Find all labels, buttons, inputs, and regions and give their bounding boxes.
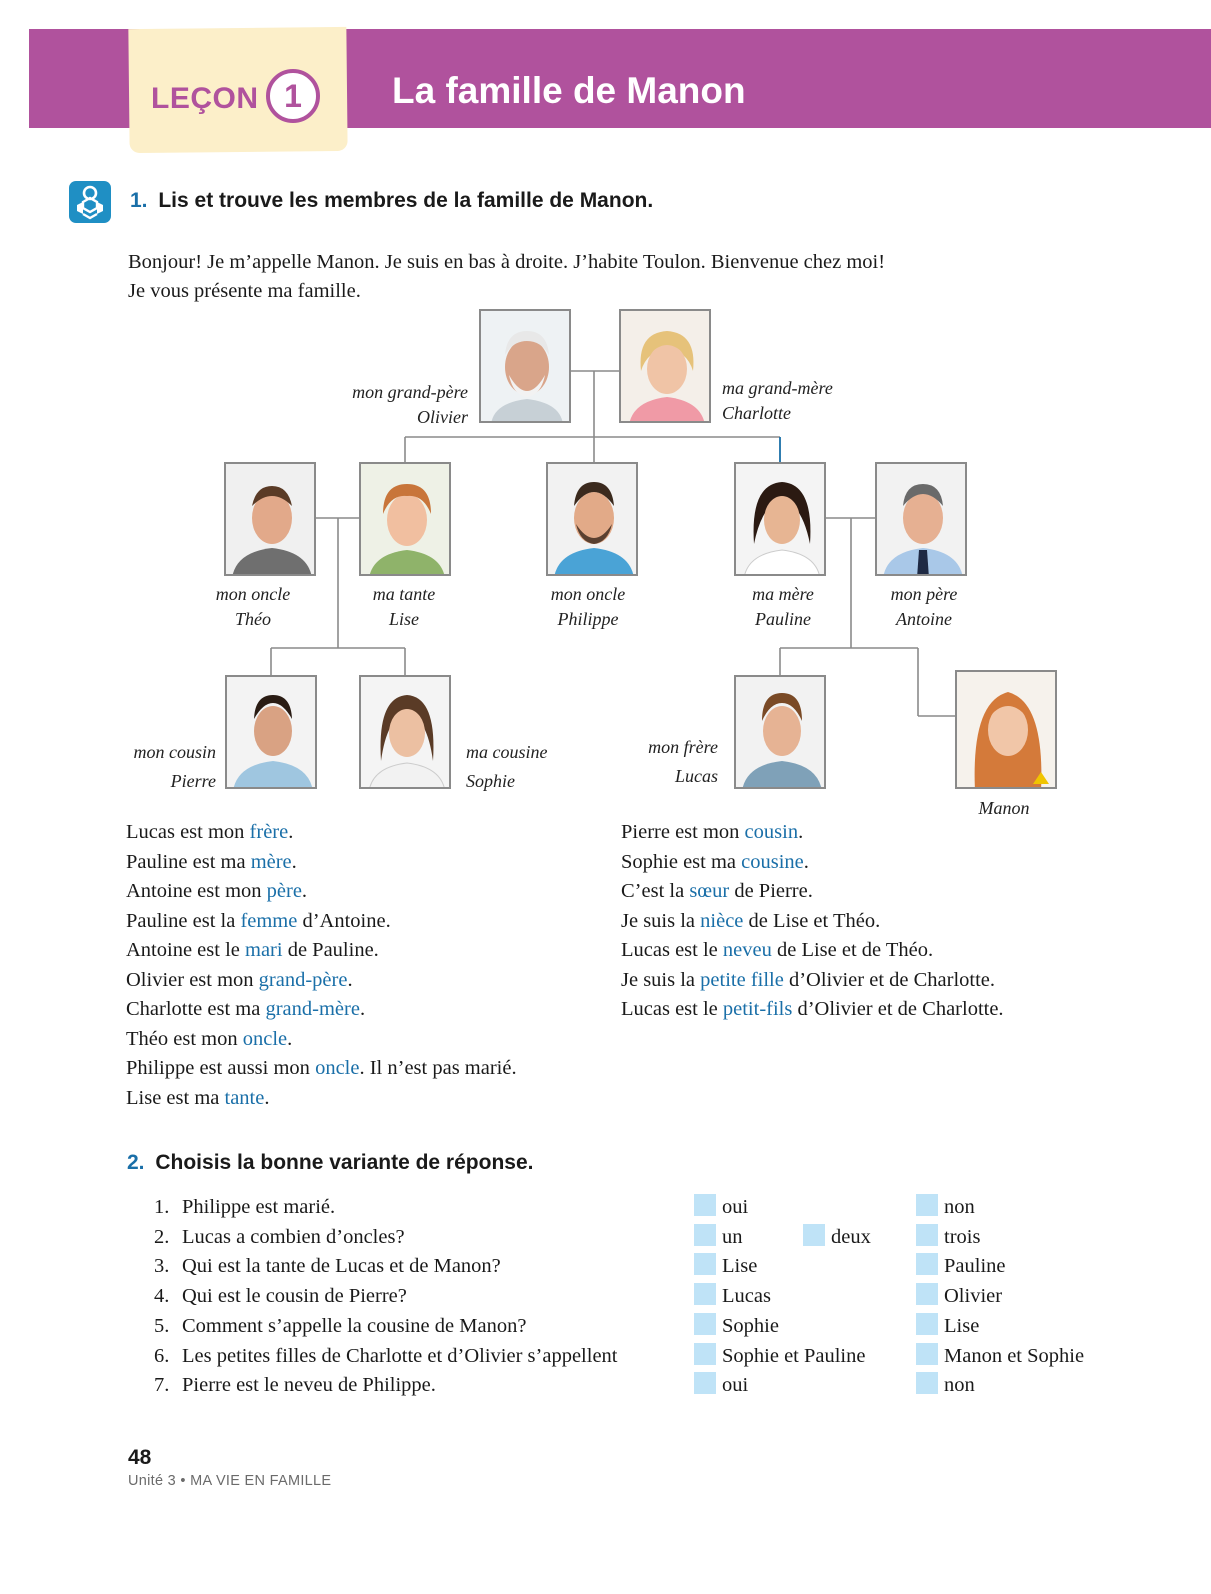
answer-checkbox[interactable] (694, 1283, 716, 1305)
question-number: 3. (154, 1255, 170, 1278)
sentence-text: de Pauline. (282, 939, 379, 961)
answer-option[interactable] (694, 1281, 771, 1311)
answer-checkbox[interactable] (694, 1224, 716, 1246)
sentence-line (126, 1054, 517, 1084)
sentence-text: Lucas est le (621, 939, 723, 961)
caption-lise (344, 582, 464, 632)
lesson-title: La famille de Manon (392, 70, 746, 111)
answer-checkbox[interactable] (694, 1343, 716, 1365)
sentence-text: de Lise et de Théo. (771, 939, 934, 961)
question (154, 1311, 526, 1341)
answer-checkbox[interactable] (803, 1224, 825, 1246)
sentence-line (621, 907, 880, 937)
caption-lucas (598, 735, 718, 789)
sentence-text: Lucas est le (621, 998, 723, 1020)
answer-option[interactable] (694, 1311, 779, 1341)
sentence-line (621, 877, 813, 907)
caption-role: mon grand-père (352, 382, 468, 402)
sentence-text: . Il n’est pas marié. (359, 1057, 517, 1079)
answer-checkbox[interactable] (916, 1224, 938, 1246)
sentence-text: . (301, 880, 308, 902)
family-word: tante (224, 1086, 265, 1109)
answer-option[interactable] (916, 1222, 980, 1252)
sentence-text: Je suis la (621, 909, 701, 932)
answer-checkbox[interactable] (694, 1253, 716, 1275)
family-word: femme (240, 909, 298, 932)
lesson-label: LEÇON (151, 82, 259, 115)
answer-option[interactable] (694, 1251, 757, 1281)
exercise-1-number: 1. (130, 189, 148, 212)
sentence-line (126, 1025, 292, 1055)
family-word: oncle (242, 1027, 288, 1050)
question-text: Philippe est marié. (182, 1196, 336, 1218)
caption-name: Pauline (755, 609, 811, 629)
question-number: 7. (154, 1374, 170, 1397)
family-word: grand-mère (265, 998, 360, 1020)
caption-pierre (96, 740, 216, 794)
sentence-text: . (287, 1027, 293, 1050)
caption-manon: Manon (978, 798, 1030, 818)
caption-role: mon oncle (215, 584, 291, 604)
photo-cousin-pierre (225, 675, 317, 789)
answer-option[interactable] (694, 1222, 743, 1252)
answer-checkbox[interactable] (916, 1313, 938, 1335)
answer-option[interactable] (916, 1251, 1006, 1281)
question (154, 1222, 405, 1252)
answer-checkbox[interactable] (916, 1194, 938, 1216)
answer-label: non (944, 1374, 975, 1397)
sentence-text: Philippe est aussi mon (126, 1057, 316, 1079)
sentence-text: de Pierre. (729, 880, 813, 902)
answer-checkbox[interactable] (694, 1194, 716, 1216)
photo-grandpa-olivier (479, 309, 571, 423)
sentence-text: Je suis la (621, 968, 701, 991)
caption-name: Lucas (674, 766, 718, 786)
sentence-text: Pierre est mon (621, 821, 745, 843)
sentence-line (621, 848, 809, 878)
sentence-text: . (803, 850, 809, 873)
answer-option[interactable] (694, 1370, 748, 1400)
caption-role: ma cousine (466, 742, 548, 762)
sentence-line (126, 936, 379, 966)
answer-label: Sophie (722, 1314, 779, 1337)
photo-manon (955, 670, 1057, 789)
sentence-line (126, 848, 297, 878)
family-word: mari (245, 939, 283, 961)
family-word: frère (249, 821, 289, 843)
answer-option[interactable] (916, 1311, 979, 1341)
answer-label: Lucas (722, 1285, 771, 1308)
question-text: Qui est le cousin de Pierre? (182, 1285, 407, 1308)
sentence-text: Lise est ma (126, 1086, 225, 1109)
photo-uncle-philippe (546, 462, 638, 576)
family-word: père (266, 880, 302, 902)
sentence-text: d’Antoine. (297, 909, 391, 932)
caption-role: mon oncle (550, 584, 626, 604)
caption-role: mon frère (648, 737, 718, 757)
sentence-line (126, 995, 365, 1025)
photo-father-antoine (875, 462, 967, 576)
sentence-text: . (347, 968, 353, 991)
sentence-text: Sophie est ma (621, 850, 742, 873)
sentence-line (126, 877, 307, 907)
sentence-line (621, 995, 1004, 1025)
caption-grandma (722, 376, 833, 426)
family-word: oncle (315, 1057, 360, 1079)
page-number: 48 (128, 1446, 152, 1469)
photo-cousin-sophie (359, 675, 451, 789)
answer-checkbox[interactable] (694, 1372, 716, 1394)
sentence-text: . (264, 1086, 270, 1109)
family-word: cousin (744, 821, 799, 843)
caption-theo (193, 582, 313, 632)
sentence-line (126, 907, 391, 937)
family-word: cousine (741, 850, 804, 873)
family-word: grand-père (258, 968, 348, 991)
answer-label: trois (944, 1225, 981, 1248)
answer-checkbox[interactable] (916, 1372, 938, 1394)
sentence-text: Lucas est mon (126, 821, 250, 843)
caption-name: Pierre (170, 771, 216, 791)
caption-role: ma grand-mère (722, 378, 833, 398)
question-number: 6. (154, 1344, 170, 1367)
answer-checkbox[interactable] (694, 1313, 716, 1335)
answer-option[interactable] (916, 1341, 1084, 1371)
family-word: neveu (722, 939, 772, 961)
question-number: 1. (154, 1196, 170, 1218)
sentence-text: de Lise et Théo. (743, 909, 881, 932)
sentence-text: d’Olivier et de Charlotte. (792, 998, 1004, 1020)
question-number: 2. (154, 1225, 170, 1248)
answer-label: Sophie et Pauline (722, 1344, 866, 1367)
answer-option[interactable] (803, 1222, 871, 1252)
family-word: mère (250, 850, 292, 873)
caption-grandpa (300, 380, 468, 430)
sentence-text: d’Olivier et de Charlotte. (783, 968, 996, 991)
caption-name: Charlotte (722, 403, 792, 423)
answer-label: Lise (944, 1314, 980, 1337)
answer-label: oui (722, 1196, 749, 1218)
unit-footer: Unité 3 • MA VIE EN FAMILLE (128, 1473, 332, 1489)
question-text: Les petites filles de Charlotte et d’Olivier s’appellent (182, 1344, 618, 1367)
photo-uncle-theo (224, 462, 316, 576)
sentence-text: Pauline est ma (126, 850, 251, 873)
caption-role: mon cousin (133, 742, 216, 762)
question (154, 1370, 436, 1400)
sentence-line (621, 936, 933, 966)
answer-option[interactable] (694, 1341, 865, 1371)
answer-label: non (944, 1196, 975, 1218)
caption-antoine (864, 582, 984, 632)
intro-line-2: Je vous présente ma famille. (128, 280, 361, 302)
caption-role: ma tante (372, 584, 436, 604)
photo-mother-pauline (734, 462, 826, 576)
caption-name: Sophie (466, 771, 515, 791)
family-word: petit-fils (722, 998, 793, 1020)
sentence-text: . (288, 821, 294, 843)
sentence-text: C’est la (621, 880, 690, 902)
sentence-text: Charlotte est ma (126, 998, 266, 1020)
sentence-text: . (359, 998, 366, 1020)
photo-grandma-charlotte (619, 309, 711, 423)
sentence-line (126, 966, 353, 996)
question (154, 1281, 407, 1311)
answer-label: Manon et Sophie (944, 1344, 1085, 1367)
caption-philippe (528, 582, 648, 632)
question (154, 1251, 501, 1281)
question-text: Comment s’appelle la cousine de Manon? (182, 1314, 527, 1337)
question (154, 1341, 618, 1371)
sentence-text: Antoine est mon (126, 880, 267, 902)
photo-brother-lucas (734, 675, 826, 789)
sentence-text: Théo est mon (126, 1027, 243, 1050)
exercise-2-number: 2. (127, 1151, 145, 1174)
caption-pauline (723, 582, 843, 632)
answer-option[interactable] (916, 1192, 975, 1222)
caption-role: mon père (890, 584, 958, 604)
sentence-text: Antoine est le (126, 939, 245, 961)
question-text: Pierre est le neveu de Philippe. (182, 1374, 436, 1397)
sentence-text: . (798, 821, 804, 843)
caption-role: ma mère (752, 584, 814, 604)
family-word: sœur (689, 880, 730, 902)
question-text: Qui est la tante de Lucas et de Manon? (182, 1255, 501, 1278)
caption-name: Lise (388, 609, 419, 629)
family-word: nièce (700, 909, 744, 932)
photo-aunt-lise (359, 462, 451, 576)
answer-option[interactable] (916, 1281, 1002, 1311)
sentence-text: Pauline est la (126, 909, 241, 932)
answer-label: Lise (722, 1255, 758, 1278)
answer-label: un (722, 1225, 743, 1248)
answer-option[interactable] (694, 1192, 748, 1222)
sentence-line (126, 818, 293, 848)
answer-option[interactable] (916, 1370, 975, 1400)
question-number: 4. (154, 1285, 170, 1308)
caption-name: Théo (235, 609, 271, 629)
lesson-number: 1 (266, 69, 320, 123)
sentence-line (621, 966, 995, 996)
caption-sophie (466, 740, 547, 794)
question (154, 1192, 335, 1222)
answer-checkbox[interactable] (916, 1283, 938, 1305)
caption-name: Philippe (557, 609, 619, 629)
sentence-line (621, 818, 803, 848)
answer-checkbox[interactable] (916, 1343, 938, 1365)
answer-label: oui (722, 1374, 749, 1397)
answer-checkbox[interactable] (916, 1253, 938, 1275)
answer-label: Pauline (944, 1255, 1006, 1278)
exercise-2-heading (127, 1151, 533, 1175)
family-word: petite fille (700, 968, 784, 991)
sentence-text: Olivier est mon (126, 968, 259, 991)
sentence-text: . (291, 850, 297, 873)
exercise-1-title: Lis et trouve les membres de la famille de Manon. (158, 189, 654, 212)
exercise-2-title: Choisis la bonne variante de réponse. (155, 1151, 534, 1174)
question-number: 5. (154, 1314, 170, 1337)
question-text: Lucas a combien d’oncles? (182, 1225, 405, 1248)
caption-name: Olivier (417, 407, 468, 427)
intro-line-1: Bonjour! Je m’appelle Manon. Je suis en bas à droite. J’habite Toulon. Bienvenue chez moi! (128, 251, 886, 273)
answer-label: Olivier (944, 1285, 1003, 1308)
sentence-line (126, 1084, 269, 1114)
caption-name: Antoine (896, 609, 952, 629)
answer-label: deux (831, 1225, 871, 1248)
